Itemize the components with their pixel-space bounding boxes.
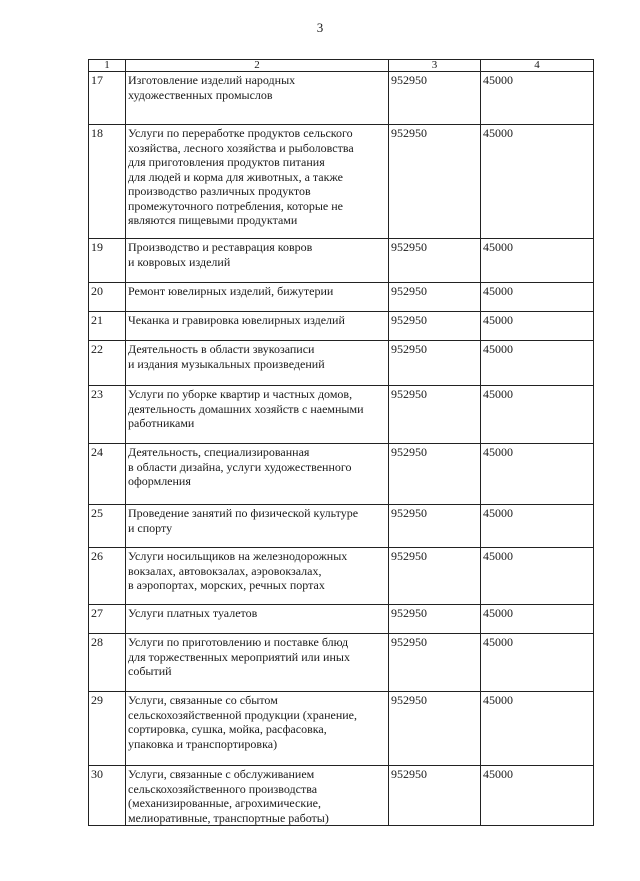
table-row xyxy=(89,505,594,548)
row-code: 952950 xyxy=(389,634,481,692)
row-amount: 45000 xyxy=(481,692,594,766)
page-number: 3 xyxy=(316,20,324,35)
services-table xyxy=(88,59,594,826)
row-description: Ремонт ювелирных изделий, бижутерии xyxy=(126,283,389,312)
column-header-4: 4 xyxy=(481,60,594,72)
table-row xyxy=(89,634,594,692)
table-row xyxy=(89,72,594,125)
row-description: Услуги по переработке продуктов сельского хозяйства, лесного хозяйства и рыболовства для приготовления продуктов питания для людей и корма для животных, а также производство различных продуктов промежуточного потребления, которые не являются пищевыми продуктами xyxy=(126,125,389,239)
row-code: 952950 xyxy=(389,548,481,605)
row-code: 952950 xyxy=(389,605,481,634)
table-row xyxy=(89,341,594,386)
row-number: 28 xyxy=(89,634,126,692)
row-amount: 45000 xyxy=(481,444,594,505)
row-code: 952950 xyxy=(389,312,481,341)
row-description: Проведение занятий по физической культуре и спорту xyxy=(126,505,389,548)
column-header-3: 3 xyxy=(389,60,481,72)
row-number: 19 xyxy=(89,239,126,283)
row-code: 952950 xyxy=(389,283,481,312)
row-code: 952950 xyxy=(389,766,481,826)
row-amount: 45000 xyxy=(481,634,594,692)
row-number: 25 xyxy=(89,505,126,548)
row-description: Услуги носильщиков на железнодорожных вокзалах, автовокзалах, аэровокзалах, в аэропортах, морских, речных портах xyxy=(126,548,389,605)
column-header-2: 2 xyxy=(126,60,389,72)
row-amount: 45000 xyxy=(481,283,594,312)
row-description: Услуги по уборке квартир и частных домов, деятельность домашних хозяйств с наемными работниками xyxy=(126,386,389,444)
row-description: Услуги, связанные со сбытом сельскохозяйственной продукции (хранение, сортировка, сушка, мойка, расфасовка, упаковка и транспортировка) xyxy=(126,692,389,766)
row-amount: 45000 xyxy=(481,72,594,125)
table-row xyxy=(89,386,594,444)
table-row xyxy=(89,692,594,766)
row-amount: 45000 xyxy=(481,605,594,634)
row-amount: 45000 xyxy=(481,341,594,386)
column-header-1: 1 xyxy=(89,60,126,72)
row-amount: 45000 xyxy=(481,312,594,341)
row-code: 952950 xyxy=(389,692,481,766)
row-number: 18 xyxy=(89,125,126,239)
row-number: 23 xyxy=(89,386,126,444)
row-number: 21 xyxy=(89,312,126,341)
row-code: 952950 xyxy=(389,341,481,386)
row-number: 17 xyxy=(89,72,126,125)
row-description: Производство и реставрация ковров и ковровых изделий xyxy=(126,239,389,283)
table-row xyxy=(89,605,594,634)
table-row xyxy=(89,766,594,826)
row-number: 26 xyxy=(89,548,126,605)
row-description: Услуги платных туалетов xyxy=(126,605,389,634)
row-description: Чеканка и гравировка ювелирных изделий xyxy=(126,312,389,341)
row-amount: 45000 xyxy=(481,125,594,239)
row-code: 952950 xyxy=(389,72,481,125)
table-header-row xyxy=(89,60,594,72)
row-number: 29 xyxy=(89,692,126,766)
row-amount: 45000 xyxy=(481,548,594,605)
row-number: 24 xyxy=(89,444,126,505)
row-code: 952950 xyxy=(389,444,481,505)
table-row xyxy=(89,444,594,505)
table-row xyxy=(89,283,594,312)
row-description: Услуги, связанные с обслуживанием сельскохозяйственного производства (механизированные, агрохимические, мелиоративные, транспортные работы) xyxy=(126,766,389,826)
row-description: Услуги по приготовлению и поставке блюд для торжественных мероприятий или иных событий xyxy=(126,634,389,692)
row-number: 20 xyxy=(89,283,126,312)
row-amount: 45000 xyxy=(481,505,594,548)
row-description: Деятельность, специализированная в области дизайна, услуги художественного оформления xyxy=(126,444,389,505)
row-number: 30 xyxy=(89,766,126,826)
row-code: 952950 xyxy=(389,125,481,239)
row-description: Изготовление изделий народных художественных промыслов xyxy=(126,72,389,125)
row-number: 22 xyxy=(89,341,126,386)
table-row xyxy=(89,548,594,605)
table-row xyxy=(89,312,594,341)
row-number: 27 xyxy=(89,605,126,634)
row-code: 952950 xyxy=(389,239,481,283)
row-amount: 45000 xyxy=(481,386,594,444)
table-row xyxy=(89,125,594,239)
row-amount: 45000 xyxy=(481,239,594,283)
table-row xyxy=(89,239,594,283)
row-code: 952950 xyxy=(389,386,481,444)
row-description: Деятельность в области звукозаписи и издания музыкальных произведений xyxy=(126,341,389,386)
row-code: 952950 xyxy=(389,505,481,548)
row-amount: 45000 xyxy=(481,766,594,826)
